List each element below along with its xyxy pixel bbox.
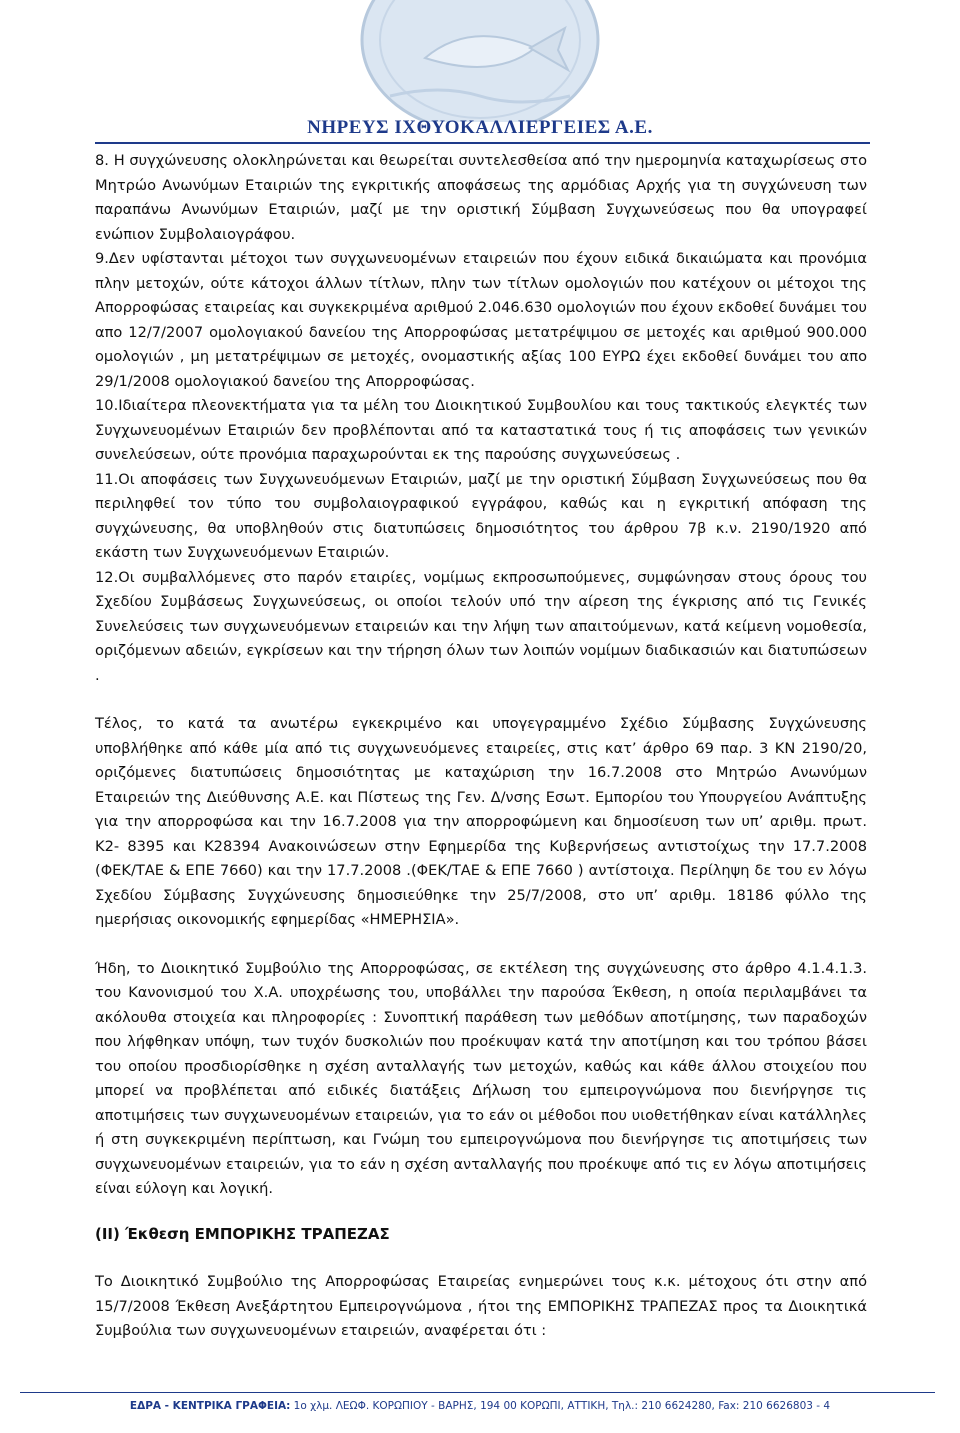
nireus-fish-logo [330,0,630,122]
paragraph-10: 10.Ιδιαίτερα πλεονεκτήματα για τα μέλη του Διοικητικού Συμβουλίου και τους τακτικούς ελεγκτές των Συγχωνευομένων Εταιριών δεν προβλέπονται από τα καταστατικά τους ή τις αποφάσεις των γενικών συνελεύσεων, ούτε προνόμια παραχωρούνται εκ της παρούσης συγχωνεύσεως . [95,397,867,463]
paragraph-telos: Τέλος, το κατά τα ανωτέρω εγκεκριμένο και υπογεγραμμένο Σχέδιο Σύμβασης Συγχώνευσης υποβλήθηκε από κάθε μία από τις συγχωνευόμενες εταιρείες, στις κατ’ άρθρο 69 παρ. 3 ΚΝ 2190/20, οριζόμενες διατυπώσεις δημοσιότητας με καταχώριση την 16.7.2008 στο Μητρώο Ανωνύμων Εταιρειών της Διεύθυνσης Α.Ε. και Πίστεως της Γεν. Δ/νσης Εσωτ. Εμπορίου του Υπουργείου Ανάπτυξης για την απορροφώσα και την 16.7.2008 για την απορροφώμενη και δημοσίευση των υπ’ αριθμ. πρωτ. Κ2- 8395 και Κ28394 Ανακοινώσεων στην Εφημερίδα της Κυβερνήσεως αντιστοίχως την 17.7.2008 (ΦΕΚ/ΤΑΕ & ΕΠΕ 7660) και την 17.7.2008 .(ΦΕΚ/ΤΑΕ & ΕΠΕ 7660 ) αντίστοιχα. Περίληψη δε του εν λόγω Σχεδίου Σύμβασης Συγχώνευσης δημοσιεύθηκε την 25/7/2008, στο υπ’ αριθμ. 18186 φύλλο της ημερήσιας οικονομικής εφημερίδας «ΗΜΕΡΗΣΙΑ». [95,715,867,928]
company-name: ΝΗΡΕΥΣ ΙΧΘΥΟΚΑΛΛΙΕΡΓΕΙΕΣ Α.Ε. [307,117,653,138]
section-heading: (ΙΙ) Έκθεση ΕΜΠΟΡΙΚΗΣ ΤΡΑΠΕΖΑΣ [95,1224,390,1243]
header-rule [95,142,870,144]
footer-rule [20,1392,935,1393]
paragraph-12: 12.Οι συμβαλλόμενες στο παρόν εταιρίες, νομίμως εκπροσωπούμενες, συμφώνησαν στους όρους του Σχεδίου Συμβάσεως Συγχωνεύσεως, οι οποίοι τελούν υπό την αίρεση της έγκρισης από τις Γενικές Συνελεύσεις των συγχωνευόμενων εταιρειών και την λήψη των απαιτούμενων, κατά κείμενη νομοθεσία, οριζόμενων αδειών, εγκρίσεων και την τήρηση όλων των λοιπών νομίμων διαδικασιών και διατυπώσεων . [95,568,867,684]
paragraph-8: 8. Η συγχώνευσης ολοκληρώνεται και θεωρείται συντελεσθείσα από την ημερομηνία καταχωρίσεως στο Μητρώο Ανωνύμων Εταιριών της εγκριτικής αποφάσεως της αρμόδιας Αρχής για τη συγχώνευση των παραπάνω Ανωνύμων Εταιριών, μαζί με την οριστική Σύμβαση Συγχωνεύσεως που θα υπογραφεί ενώπιον Συμβολαιογράφου. [95,152,867,243]
paragraph-report-intro: Το Διοικητικό Συμβούλιο της Απορροφώσας Εταιρείας ενημερώνει τους κ.κ. μέτοχους ότι στην από 15/7/2008 Έκθεση Ανεξάρτητου Εμπειρογνώμονα , ήτοι της ΕΜΠΟΡΙΚΗΣ ΤΡΑΠΕΖΑΣ προς τα Διοικητικά Συμβούλια των συγχωνευομένων εταιρειών, αναφέρεται ότι : [95,1273,867,1339]
paragraph-idi: Ήδη, το Διοικητικό Συμβούλιο της Απορροφώσας, σε εκτέλεση της συγχώνευσης στο άρθρο 4.1.4.1.3. του Κανονισμού του Χ.Α. υποχρέωσης του, υποβάλλει την παρούσα Έκθεση, η οποία περιλαμβάνει τα ακόλουθα στοιχεία και πληροφορίες : Συνοπτική παράθεση των μεθόδων αποτίμησης, των παραδοχών που λήφθηκαν υπόψη, των τυχόν δυσκολιών που προέκυψαν κατά την αποτίμηση και του τρόπου βάσει του οποίου προσδιορίσθηκε η σχέση ανταλλαγής των μετοχών, καθώς και κάθε άλλου στοιχείου που μπορεί να προβλέπεται από ειδικές διατάξεις Δήλωση του εμπειρογνώμονα που διενήργησε τις αποτιμήσεις των συγχωνευομένων εταιρειών, για το εάν οι μέθοδοι που υιοθετήθηκαν είναι κατάλληλες ή στη συγκεκριμένη περίπτωση, και Γνώμη του εμπειρογνώμονα που διενήργησε τις αποτιμήσεις των συγχωνευομένων εταιρειών, για το εάν η σχέση ανταλλαγής που προέκυψε από τις εν λόγω αποτιμήσεις είναι εύλογη και λογική. [95,959,867,1197]
footer-label: ΕΔΡΑ - ΚΕΝΤΡΙΚΑ ΓΡΑΦΕΙΑ: [129,1400,291,1412]
paragraph-9: 9.Δεν υφίστανται μέτοχοι των συγχωνευομένων εταιρειών που έχουν ειδικά δικαιώματα και προνόμια πλην μετοχών, ούτε κάτοχοι άλλων τίτλων, πλην των τίτλων ομολογιών που κατέχουν οι μέτοχοι της Απορροφώσας εταιρείας και συγκεκριμένα αριθμού 2.046.630 ομολογιών που έχουν εκδοθεί δυνάμει του απο 12/7/2007 ομολογιακού δανείου της Απορροφώσας μετατρέψιμου σε μετοχές και αριθμού 900.000 ομολογιών , μη μετατρέψιμων σε μετοχές, ονομαστικής αξίας 100 ΕΥΡΩ έχει εκδοθεί δυνάμει του απο 29/1/2008 ομολογιακού δανείου της Απορροφώσας. [95,250,867,390]
document-body [95,149,867,1344]
footer-address: 1ο χλμ. ΛΕΩΦ. ΚΟΡΩΠΙΟΥ - ΒΑΡΗΣ, 194 00 ΚΟΡΩΠΙ, ΑΤΤΙΚΗ, Τηλ.: 210 6624280, Fax: 210 6626803 - 4 [290,1400,831,1412]
footer [0,1400,960,1412]
paragraph-11: 11.Οι αποφάσεις των Συγχωνευόμενων Εταιριών, μαζί με την οριστική Σύμβαση Συγχωνεύσεως που θα περιληφθεί τον τύπο του συμβολαιογραφικού εγγράφου, καθώς και η εγκριτική απόφαση της συγχώνευσης, θα υποβληθούν στις διατυπώσεις δημοσιότητος του άρθρου 7β κ.ν. 2190/1920 από εκάστη των Συγχωνευόμενων Εταιριών. [95,470,867,561]
